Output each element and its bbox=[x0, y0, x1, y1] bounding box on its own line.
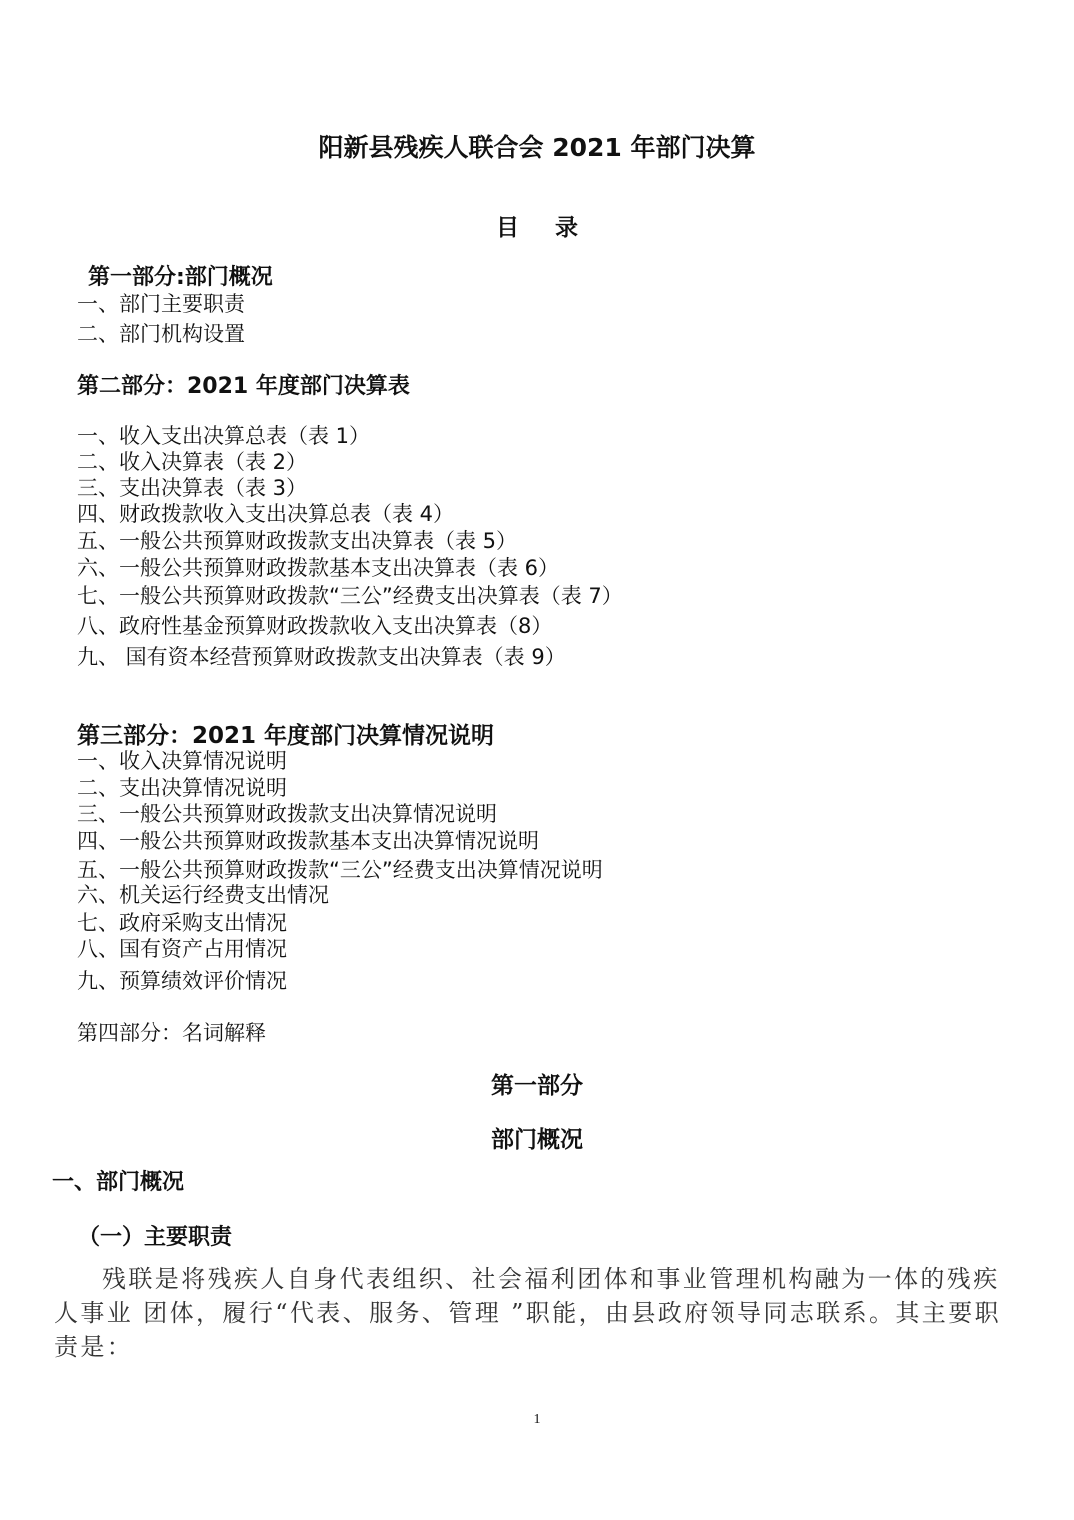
toc-item: 二、部门机构设置 bbox=[77, 322, 245, 346]
toc-item: 五、一般公共预算财政拨款支出决算表（表 5） bbox=[77, 529, 518, 553]
toc-item: 五、一般公共预算财政拨款“三公”经费支出决算情况说明 bbox=[77, 858, 603, 882]
toc-item: 六、一般公共预算财政拨款基本支出决算表（表 6） bbox=[77, 556, 560, 580]
toc-item: 一、收入决算情况说明 bbox=[77, 749, 287, 773]
page-number: 1 bbox=[533, 1412, 541, 1427]
toc-item: 九、 国有资本经营预算财政拨款支出决算表（表 9） bbox=[77, 645, 566, 669]
toc-heading: 目 录 bbox=[495, 215, 592, 241]
toc-item: 一、部门主要职责 bbox=[77, 292, 245, 316]
body-paragraph: 残联是将残疾人自身代表组织、社会福利团体和事业管理机构融为一体的残疾人事业 团体，履行“代表、服务、管理 ”职能，由县政府领导同志联系。其主要职责是： bbox=[54, 1265, 1001, 1361]
part1-heading: 第一部分:部门概况 bbox=[88, 265, 273, 290]
part3-heading: 第三部分：2021 年度部门决算情况说明 bbox=[77, 723, 495, 749]
toc-item: 二、收入决算表（表 2） bbox=[77, 450, 308, 474]
toc-item: 三、一般公共预算财政拨款支出决算情况说明 bbox=[77, 802, 497, 826]
part-title: 第一部分 bbox=[491, 1073, 583, 1099]
toc-item: 三、支出决算表（表 3） bbox=[77, 476, 308, 500]
toc-item: 七、一般公共预算财政拨款“三公”经费支出决算表（表 7） bbox=[77, 584, 623, 608]
part2-heading: 第二部分：2021 年度部门决算表 bbox=[77, 374, 410, 399]
part-subtitle: 部门概况 bbox=[491, 1127, 583, 1153]
toc-item: 四、一般公共预算财政拨款基本支出决算情况说明 bbox=[77, 829, 539, 853]
toc-item: 四、财政拨款收入支出决算总表（表 4） bbox=[77, 502, 455, 526]
toc-item: 八、政府性基金预算财政拨款收入支出决算表（8） bbox=[77, 614, 553, 638]
toc-item: 六、机关运行经费支出情况 bbox=[77, 883, 329, 907]
subsection-heading: （一）主要职责 bbox=[78, 1225, 233, 1250]
toc-item: 九、预算绩效评价情况 bbox=[77, 969, 287, 993]
part4-heading: 第四部分：名词解释 bbox=[77, 1021, 266, 1045]
section-heading: 一、部门概况 bbox=[52, 1170, 185, 1195]
toc-item: 一、收入支出决算总表（表 1） bbox=[77, 424, 371, 448]
toc-item: 八、国有资产占用情况 bbox=[77, 937, 287, 961]
document-title: 阳新县残疾人联合会 2021 年部门决算 bbox=[318, 133, 756, 162]
toc-item: 二、支出决算情况说明 bbox=[77, 776, 287, 800]
toc-item: 七、政府采购支出情况 bbox=[77, 911, 287, 935]
